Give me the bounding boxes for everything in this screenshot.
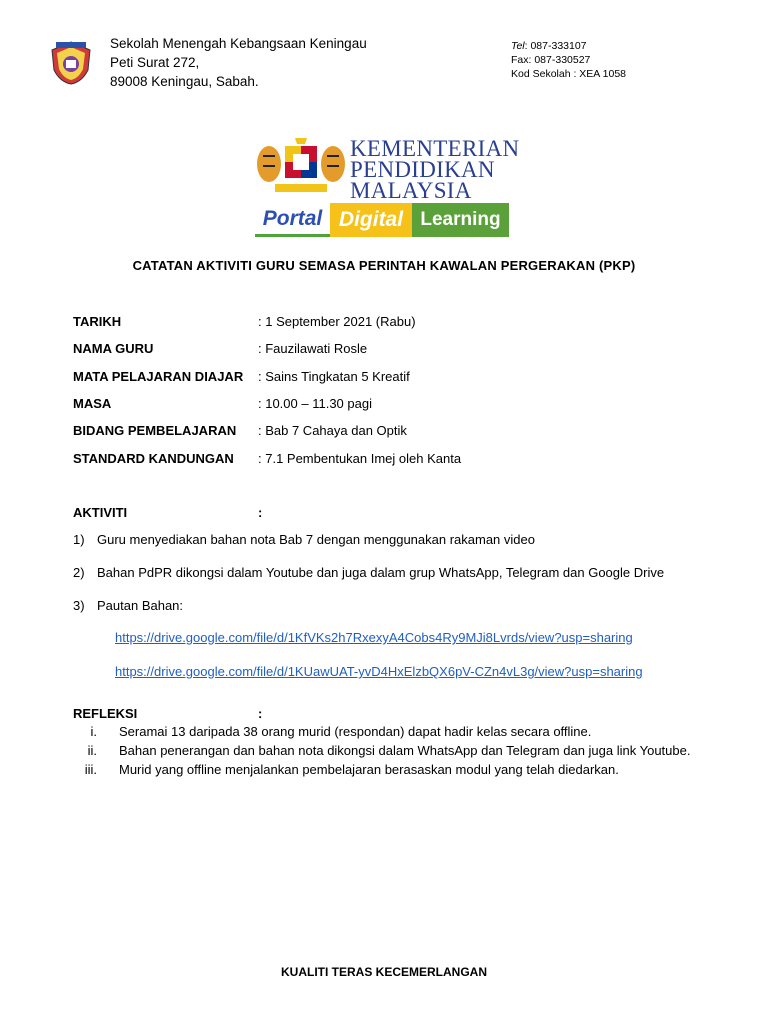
ministry-wordmark [350, 138, 519, 201]
school-address-line2: 89008 Keningau, Sabah. [110, 74, 259, 89]
info-label: TARIKH [73, 314, 122, 329]
info-value: : Sains Tingkatan 5 Kreatif [258, 369, 410, 384]
item-number: iii. [84, 762, 97, 777]
info-row-mata-pelajaran [73, 369, 693, 384]
document-title: CATATAN AKTIVITI GURU SEMASA PERINTAH KAWALAN PERGERAKAN (PKP) [132, 258, 636, 273]
banner-portal: Portal [255, 203, 330, 237]
aktiviti-item [73, 532, 713, 547]
coat-of-arms-logo [255, 136, 347, 198]
refleksi-item [73, 743, 733, 758]
info-label: BIDANG PEMBELAJARAN [73, 423, 237, 438]
info-value: : 1 September 2021 (Rabu) [258, 314, 416, 329]
school-contact [511, 39, 626, 81]
info-value: : 7.1 Pembentukan Imej oleh Kanta [258, 451, 462, 466]
banner-learning: Learning [412, 203, 509, 237]
material-link-2[interactable]: https://drive.google.com/file/d/1KUawUAT-yvD4HxElzbQX6pV-CZn4vL3g/view?usp=sharing [115, 664, 643, 679]
info-label: MASA [73, 396, 112, 411]
fax-line: Fax: 087-330527 [511, 54, 591, 66]
info-value: : 10.00 – 11.30 pagi [258, 396, 372, 411]
info-row-masa [73, 396, 693, 411]
aktiviti-item [73, 598, 713, 613]
ministry-line1: KEMENTERIAN [350, 136, 520, 161]
item-number: 2) [73, 565, 85, 580]
phone-line [511, 39, 626, 53]
refleksi-colon: : [258, 706, 263, 721]
item-text: Murid yang offline menjalankan pembelajaran berasaskan modul yang telah diedarkan. [119, 762, 619, 777]
school-code: Kod Sekolah : XEA 1058 [511, 68, 627, 80]
aktiviti-item [73, 565, 713, 580]
school-header [110, 34, 367, 91]
school-crest-logo [48, 40, 94, 86]
refleksi-item [73, 762, 733, 777]
item-number: ii. [87, 743, 97, 758]
info-row-tarikh [73, 314, 693, 329]
info-row-nama-guru [73, 341, 693, 356]
material-link-1[interactable]: https://drive.google.com/file/d/1KfVKs2h7RxexyA4Cobs4Ry9MJi8Lvrds/view?usp=sharing [115, 630, 633, 645]
item-text: Bahan PdPR dikongsi dalam Youtube dan juga dalam grup WhatsApp, Telegram dan Google Drive [97, 565, 665, 580]
item-number: i. [90, 724, 97, 739]
school-address-line1: Peti Surat 272, [110, 55, 200, 70]
banner-digital: Digital [330, 203, 412, 237]
info-value: : Bab 7 Cahaya dan Optik [258, 423, 407, 438]
refleksi-item [73, 724, 733, 739]
item-number: 3) [73, 598, 85, 613]
aktiviti-heading: AKTIVITI [73, 505, 128, 520]
school-name: Sekolah Menengah Kebangsaan Keningau [110, 36, 367, 51]
item-number: 1) [73, 532, 85, 547]
footer-motto: KUALITI TERAS KECEMERLANGAN [281, 965, 487, 979]
item-text: Pautan Bahan: [97, 598, 184, 613]
ministry-line2: PENDIDIKAN [350, 157, 495, 182]
aktiviti-colon: : [258, 505, 263, 520]
tel-number: : 087-333107 [524, 40, 587, 52]
item-text: Guru menyediakan bahan nota Bab 7 dengan menggunakan rakaman video [97, 532, 535, 547]
item-text: Bahan penerangan dan bahan nota dikongsi dalam WhatsApp dan Telegram dan juga link Youtube. [119, 743, 691, 758]
info-label: STANDARD KANDUNGAN [73, 451, 234, 466]
portal-digital-learning-banner [255, 203, 509, 237]
tel-label: Tel [511, 40, 525, 52]
item-text: Seramai 13 daripada 38 orang murid (respondan) dapat hadir kelas secara offline. [119, 724, 592, 739]
info-label: NAMA GURU [73, 341, 154, 356]
refleksi-heading: REFLEKSI [73, 706, 138, 721]
info-value: : Fauzilawati Rosle [258, 341, 368, 356]
ministry-line3: MALAYSIA [350, 178, 472, 203]
info-row-standard [73, 451, 693, 466]
info-row-bidang [73, 423, 693, 438]
info-label: MATA PELAJARAN DIAJAR [73, 369, 244, 384]
